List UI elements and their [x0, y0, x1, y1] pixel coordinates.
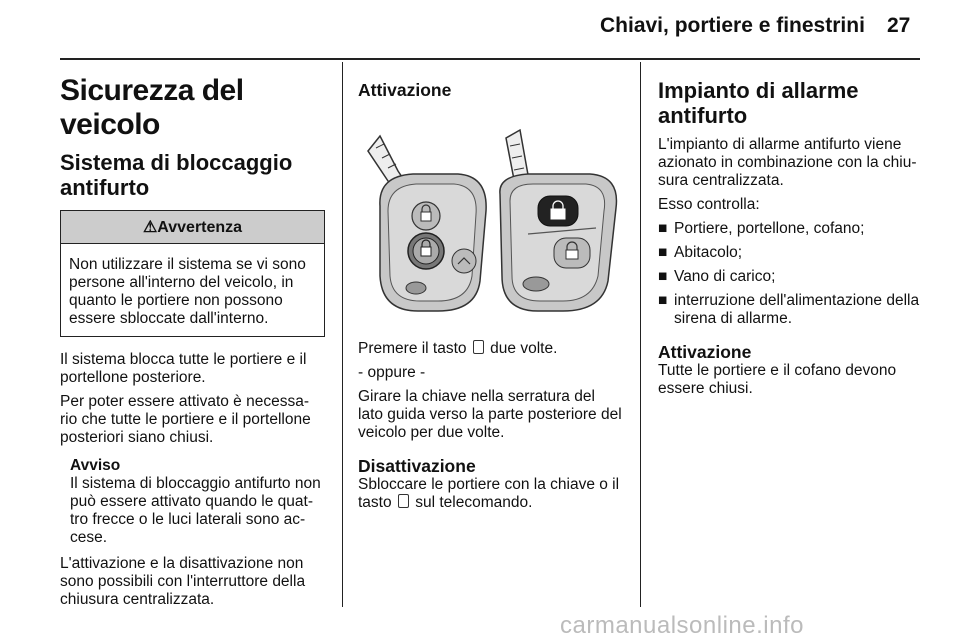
text-run: Premere il tasto	[358, 340, 467, 357]
subsection-title: Sistema di bloccaggio antifurto	[60, 150, 293, 200]
text-run: Sbloccare le portiere con la chiave o il tasto	[358, 476, 620, 511]
watermark: carmanualsonline.info	[560, 612, 804, 639]
list-item	[658, 220, 923, 238]
column-3	[658, 70, 923, 404]
header-divider	[60, 58, 920, 60]
paragraph: Per poter essere attivato è necessa-rio che tutte le portiere e il portellone posteriori siano chiusi.	[60, 393, 311, 446]
paragraph: Esso controlla:	[658, 196, 760, 213]
warning-box	[60, 210, 325, 337]
remote-fob-right-icon	[500, 174, 617, 311]
warning-icon: ⚠	[142, 219, 158, 236]
section-title: Sicurezza del veicolo	[60, 74, 244, 141]
list-item	[658, 244, 923, 262]
paragraph: - oppure -	[358, 364, 426, 381]
heading-attivazione: Attivazione	[658, 342, 752, 362]
subsection-title: Impianto di allarme antifurto	[658, 78, 859, 128]
warning-text: Non utilizzare il sistema se vi sono persone all'interno del veicolo, in quanto le portiere non possono essere sbloccate dall'interno.	[69, 256, 306, 327]
bullet-icon: ■	[658, 292, 668, 309]
list-item	[658, 268, 923, 286]
running-header-title: Chiavi, portiere e finestrini	[600, 14, 865, 37]
list-item	[658, 292, 923, 328]
list-item-text: Vano di carico;	[674, 268, 776, 285]
paragraph	[358, 340, 623, 358]
paragraph: Il sistema blocca tutte le portiere e il portellone posteriore.	[60, 351, 307, 386]
heading-disattivazione: Disattivazione	[358, 456, 476, 476]
remote-key-illustration	[358, 116, 623, 326]
text-run: due volte.	[490, 340, 558, 357]
lock-button-icon	[473, 340, 484, 354]
paragraph: Tutte le portiere e il cofano devono essere chiusi.	[658, 362, 897, 397]
note-title: Avviso	[70, 457, 121, 474]
warning-title: Avvertenza	[157, 219, 243, 236]
column-divider-2	[640, 62, 641, 607]
text-run: sul telecomando.	[415, 494, 533, 511]
heading-attivazione: Attivazione	[358, 80, 452, 100]
bullet-icon: ■	[658, 268, 668, 285]
warning-header	[61, 211, 324, 244]
page-number: 27	[887, 14, 911, 37]
remote-fob-left-icon	[380, 174, 486, 311]
unlock-button-icon	[398, 494, 409, 508]
paragraph: Girare la chiave nella serratura del lato guida verso la parte posteriore del veicolo per due volte.	[358, 388, 622, 441]
list-item-text: Portiere, portellone, cofano;	[674, 220, 865, 237]
paragraph	[358, 476, 623, 512]
note-block	[70, 457, 325, 547]
paragraph: L'attivazione e la disattivazione non sono possibili con l'interruttore della chiusura centralizzata.	[60, 555, 306, 608]
column-divider-1	[342, 62, 343, 607]
note-text: Il sistema di bloccaggio antifurto non può essere attivato quando le quat-tro frecce o le luci laterali sono ac-cese.	[70, 475, 321, 546]
column-2	[358, 70, 623, 518]
list-item-text: Abitacolo;	[674, 244, 743, 261]
list-item-text: interruzione dell'alimentazione della sirena di allarme.	[674, 292, 920, 327]
paragraph: L'impianto di allarme antifurto viene azionato in combinazione con la chiu-sura centralizzata.	[658, 136, 917, 189]
bullet-icon: ■	[658, 244, 668, 261]
column-1	[60, 70, 325, 615]
bullet-icon: ■	[658, 220, 668, 237]
